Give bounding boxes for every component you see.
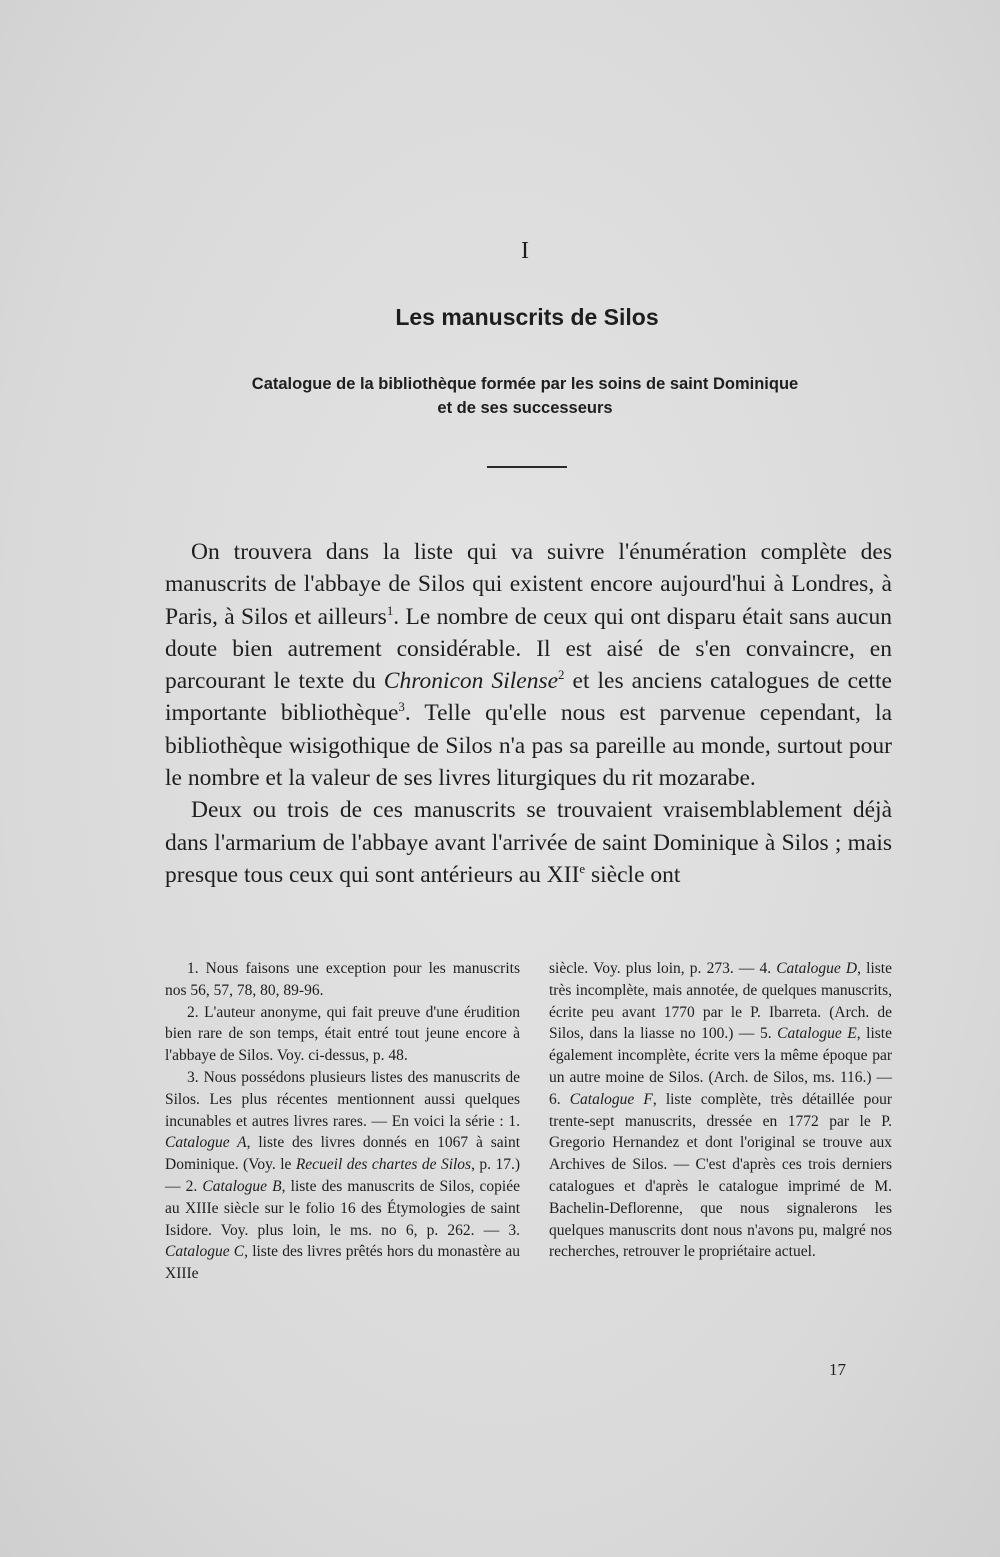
paragraph-2 <box>165 794 892 891</box>
chapter-title: Les manuscrits de Silos <box>395 304 659 330</box>
title-divider <box>487 466 567 468</box>
text-run: siècle. Voy. plus loin, p. 273. — 4. <box>549 960 777 977</box>
footnotes-left-column <box>165 958 520 1285</box>
catalogue-title: Catalogue B <box>202 1177 282 1195</box>
text-run: , liste des livres donnés en 1067 à saint Dominique. (Voy. le <box>165 1134 521 1174</box>
text-run: On trouvera dans la liste qui va suivre l'énumération complète des manuscrits de l'abbaye de Silos qui existent encore aujourd'hui à Londres, à Paris, à Silos et ailleurs <box>165 539 892 630</box>
subtitle-line-1: Catalogue de la bibliothèque formée par les soins de saint Dominique <box>251 375 799 393</box>
catalogue-title: Catalogue A <box>165 1134 247 1152</box>
catalogue-title: Catalogue E <box>777 1025 857 1043</box>
chapter-subtitle <box>0 372 1000 420</box>
text-run: , liste très incomplète, mais annotée, de quelques manuscrits, écrite peu avant 1770 par le P. Ibarreta. (Arch. de Silos, dans la liasse no 100.) — 5. <box>549 960 892 1043</box>
catalogue-title: Catalogue C <box>165 1243 245 1261</box>
footnote-ref-2: 2 <box>558 667 565 683</box>
text-run: , liste également incomplète, écrite vers la même époque par un autre moine de Silos. (Arch. de Silos, ms. 116.) — 6. <box>549 1025 892 1108</box>
subtitle-line-2: et de ses successeurs <box>437 399 613 417</box>
text-run: . Le nombre de ceux qui ont disparu était sans aucun doute bien autrement considérable. Il est aisé de s'en convaincre, en parcourant le texte du <box>165 603 892 695</box>
footnote-1: 1. Nous faisons une exception pour les manuscrits nos 56, 57, 78, 80, 89-96. <box>165 960 520 999</box>
text-run: 3. Nous possédons plusieurs listes des manuscrits de Silos. Les plus récentes mentionnent aussi quelques incunables et autres livres rares. — En voici la série : 1. <box>165 1068 520 1130</box>
footnote-ref-1: 1 <box>386 602 394 618</box>
text-run: , liste des manuscrits de Silos, copiée au XIIIe siècle sur le folio 16 des Étymologies de saint Isidore. Voy. plus loin, le ms. no 6, p. 262. — 3. <box>165 1177 520 1239</box>
main-text <box>165 536 892 891</box>
text-run: , liste des livres prêtés hors du monastère au XIIIe <box>165 1243 520 1283</box>
catalogue-title: Catalogue F <box>569 1090 653 1108</box>
text-run: , liste complète, très détaillée pour trente-sept manuscrits, dressée en 1772 par le P. Gregorio Hernandez et dont l'original se trouve aux Archives de Silos. — C'est d'après ces trois derniers catalogues et d'après le catalogue imprimé de M. Bachelin-Deflorenne, que nous signalerons les quelques manuscrits dont nous n'avons pu, malgré nos recherches, retrouver le propriétaire actuel. <box>549 1090 892 1261</box>
catalogue-title: Catalogue D <box>776 960 858 977</box>
text-run: , p. 17.) — 2. <box>165 1156 520 1195</box>
text-run: siècle ont <box>585 861 681 888</box>
footnote-ref-3: 3 <box>398 699 405 715</box>
work-title: Recueil des chartes de Silos <box>295 1156 472 1174</box>
text-run: et les anciens catalogues de cette importante bibliothèque <box>165 668 892 727</box>
chapter-number: I <box>521 238 529 264</box>
footnote-3-continued <box>549 958 892 1263</box>
footnotes-right-column <box>549 958 892 1263</box>
page-number: 17 <box>829 1360 846 1379</box>
footnote-3 <box>165 1067 520 1285</box>
century-superscript: e <box>579 861 586 877</box>
text-run: . Telle qu'elle nous est parvenue cependant, la bibliothèque wisigothique de Silos n'a pas sa pareille au monde, surtout pour le nombre et la valeur de ses livres liturgiques du rit mozarabe. <box>165 700 892 792</box>
footnote-2: 2. L'auteur anonyme, qui fait preuve d'une érudition bien rare de son temps, était entré tout jeune encore à l'abbaye de Silos. Voy. ci-dessus, p. 48. <box>165 1003 520 1065</box>
paragraph-1 <box>165 536 892 794</box>
text-run: Deux ou trois de ces manuscrits se trouvaient vraisemblablement déjà dans l'armarium de l'abbaye avant l'arrivée de saint Dominique à Silos ; mais presque tous ceux qui sont antérieurs au XII <box>165 797 892 888</box>
work-title: Chronicon Silense <box>383 668 559 695</box>
